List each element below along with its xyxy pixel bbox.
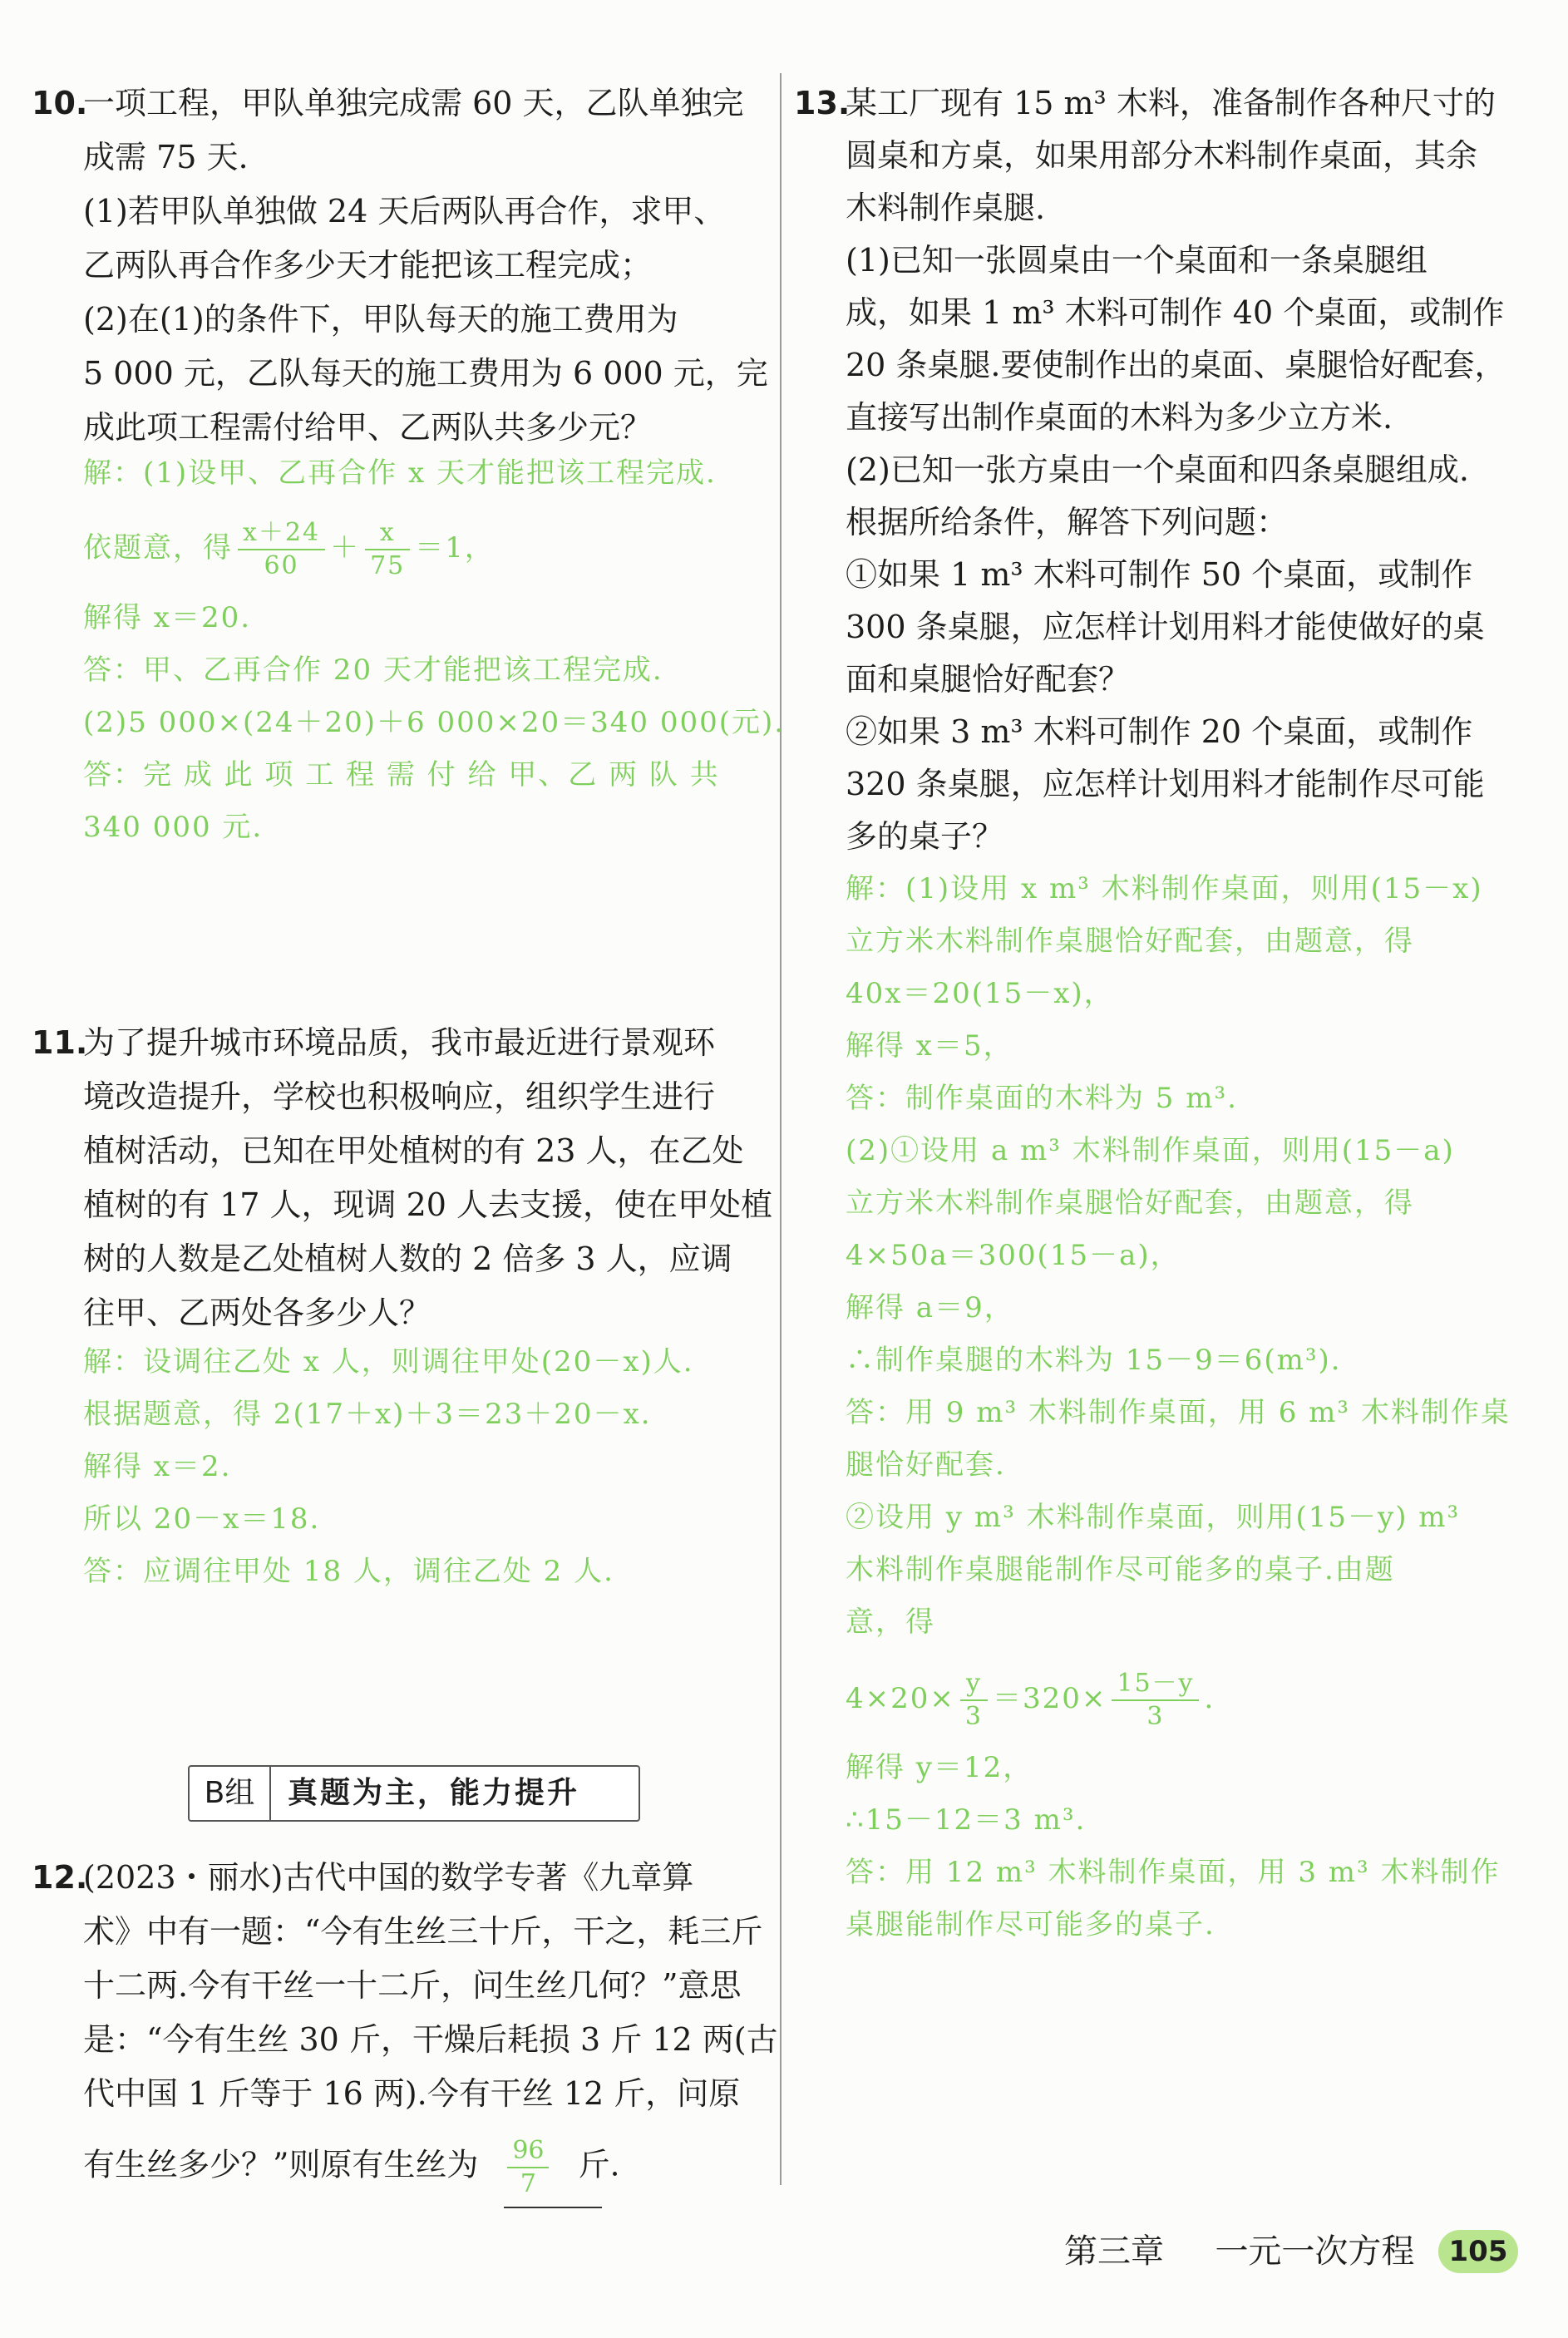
answer-line: 答：应调往甲处 18 人，调往乙处 2 人. bbox=[83, 1555, 614, 1588]
question-line: 乙两队再合作多少天才能把该工程完成； bbox=[83, 247, 653, 284]
question-last-line bbox=[83, 2135, 620, 2200]
question-line: 根据所给条件，解答下列问题： bbox=[846, 504, 1289, 540]
answer-line: 立方米木料制作桌腿恰好配套，由题意，得 bbox=[846, 925, 1414, 958]
answer-line: ②设用 y m³ 木料制作桌面，则用(15－y) m³ bbox=[846, 1501, 1461, 1534]
question-line: 是：“今有生丝 30 斤，干燥后耗损 3 斤 12 两(古 bbox=[83, 2021, 778, 2058]
question-text: 斤. bbox=[578, 2146, 620, 2183]
question-line: 某工厂现有 15 m³ 木料，准备制作各种尺寸的 bbox=[846, 85, 1496, 121]
fraction-denominator: 3 bbox=[964, 1702, 983, 1731]
chapter-label: 第三章 bbox=[1064, 2232, 1164, 2271]
question-number: 13. bbox=[794, 85, 851, 121]
fraction bbox=[365, 517, 410, 582]
column-divider bbox=[780, 73, 782, 2185]
fraction bbox=[238, 517, 325, 582]
question-line: 面和桌腿恰好配套？ bbox=[846, 661, 1131, 698]
fraction-numerator: 15－y bbox=[1112, 1668, 1199, 1701]
answer-line: 解得 y＝12， bbox=[846, 1751, 1033, 1784]
question-line: 术》中有一题：“今有生丝三十斤，干之，耗三斤 bbox=[83, 1913, 763, 1950]
group-b-header bbox=[188, 1765, 640, 1822]
question-line: 树的人数是乙处植树人数的 2 倍多 3 人，应调 bbox=[83, 1241, 732, 1277]
question-number: 10. bbox=[32, 85, 88, 121]
fraction-numerator: 96 bbox=[507, 2135, 549, 2168]
question-line: 直接写出制作桌面的木料为多少立方米. bbox=[846, 399, 1393, 436]
answer-line: ∴15－12＝3 m³. bbox=[846, 1803, 1087, 1837]
question-line: 十二两.今有干丝一十二斤，问生丝几何？”意思 bbox=[83, 1967, 742, 2004]
answer-line: 根据题意，得 2(17＋x)＋3＝23＋20－x. bbox=[83, 1398, 652, 1431]
answer-text: ＋ bbox=[330, 531, 361, 565]
question-line: 一项工程，甲队单独完成需 60 天，乙队单独完 bbox=[83, 85, 744, 121]
answer-line: 腿恰好配套. bbox=[846, 1448, 1006, 1482]
blank-underline bbox=[504, 2207, 602, 2208]
answer-text: 依题意，得 bbox=[83, 531, 233, 565]
answer-line: 4×50a＝300(15－a)， bbox=[846, 1239, 1181, 1272]
question-line: 5 000 元，乙队每天的施工费用为 6 000 元，完 bbox=[83, 355, 768, 392]
answer-equation bbox=[846, 1668, 1215, 1733]
question-line: 成，如果 1 m³ 木料可制作 40 个桌面，或制作 bbox=[846, 294, 1505, 331]
question-line: 320 条桌腿，应怎样计划用料才能制作尽可能 bbox=[846, 766, 1485, 802]
answer-text: ＝1， bbox=[415, 531, 495, 565]
question-line: (2)在(1)的条件下，甲队每天的施工费用为 bbox=[83, 301, 678, 338]
answer-blank bbox=[478, 2135, 578, 2200]
question-line: 木料制作桌腿. bbox=[846, 190, 1046, 226]
answer-line: 解得 x＝2. bbox=[83, 1450, 232, 1483]
question-line: 代中国 1 斤等于 16 两).今有干丝 12 斤，问原 bbox=[83, 2075, 741, 2112]
question-line: (1)已知一张圆桌由一个桌面和一条桌腿组 bbox=[846, 242, 1427, 279]
fraction-denominator: 60 bbox=[264, 551, 299, 580]
answer-line: 解：设调往乙处 x 人，则调往甲处(20－x)人. bbox=[83, 1345, 694, 1379]
question-line: 圆桌和方桌，如果用部分木料制作桌面，其余 bbox=[846, 137, 1478, 174]
answer-line: 所以 20－x＝18. bbox=[83, 1502, 321, 1536]
answer-text: . bbox=[1204, 1682, 1215, 1715]
answer-line: (2)5 000×(24＋20)＋6 000×20＝340 000(元). bbox=[83, 706, 786, 739]
question-line: 植树活动，已知在甲处植树的有 23 人，在乙处 bbox=[83, 1132, 744, 1169]
fraction-denominator: 7 bbox=[520, 2169, 536, 2198]
answer-line: 立方米木料制作桌腿恰好配套，由题意，得 bbox=[846, 1186, 1414, 1220]
question-line: 为了提升城市环境品质，我市最近进行景观环 bbox=[83, 1024, 716, 1061]
answer-line: ∴制作桌腿的木料为 15－9＝6(m³). bbox=[846, 1344, 1342, 1377]
question-line: ②如果 3 m³ 木料可制作 20 个桌面，或制作 bbox=[846, 713, 1473, 750]
answer-line: 木料制作桌腿能制作尽可能多的桌子.由题 bbox=[846, 1553, 1395, 1586]
fraction-numerator: x bbox=[365, 517, 410, 550]
answer-line: 答：完 成 此 项 工 程 需 付 给 甲、乙 两 队 共 bbox=[83, 758, 720, 792]
answer-equation bbox=[83, 517, 495, 582]
question-line: 植树的有 17 人，现调 20 人去支援，使在甲处植 bbox=[83, 1186, 773, 1223]
answer-line: 答：甲、乙再合作 20 天才能把该工程完成. bbox=[83, 654, 663, 687]
answer-line: 解得 x＝5， bbox=[846, 1029, 1013, 1063]
answer-line: 解：(1)设用 x m³ 木料制作桌面，则用(15－x) bbox=[846, 872, 1483, 905]
question-line: (2)已知一张方桌由一个桌面和四条桌腿组成. bbox=[846, 451, 1469, 488]
answer-line: 40x＝20(15－x)， bbox=[846, 977, 1114, 1010]
fraction-numerator: x＋24 bbox=[238, 517, 325, 550]
answer-line: 意，得 bbox=[846, 1606, 935, 1639]
question-line: 成需 75 天. bbox=[83, 139, 249, 175]
answer-line: 答：用 12 m³ 木料制作桌面，用 3 m³ 木料制作 bbox=[846, 1856, 1501, 1889]
question-line: 20 条桌腿.要使制作出的桌面、桌腿恰好配套， bbox=[846, 347, 1506, 383]
group-title: 真题为主，能力提升 bbox=[288, 1776, 580, 1810]
answer-line: 解：(1)设甲、乙再合作 x 天才能把该工程完成. bbox=[83, 456, 717, 490]
answer-line: 解得 a＝9， bbox=[846, 1291, 1014, 1324]
question-line: 300 条桌腿，应怎样计划用料才能使做好的桌 bbox=[846, 609, 1485, 645]
question-number: 12. bbox=[32, 1859, 88, 1896]
question-line: 成此项工程需付给甲、乙两队共多少元？ bbox=[83, 409, 653, 446]
question-line: (2023・丽水)古代中国的数学专著《九章算 bbox=[83, 1859, 694, 1896]
page-number: 105 bbox=[1438, 2230, 1518, 2273]
question-line: 多的桌子？ bbox=[846, 818, 1004, 855]
question-number: 11. bbox=[32, 1024, 88, 1061]
fraction-denominator: 75 bbox=[370, 551, 406, 580]
answer-text: ＝320× bbox=[992, 1682, 1107, 1715]
answer-text: 4×20× bbox=[846, 1682, 955, 1715]
fraction-denominator: 3 bbox=[1146, 1702, 1165, 1731]
answer-line: 340 000 元. bbox=[83, 811, 264, 844]
answer-line: 解得 x＝20. bbox=[83, 601, 252, 634]
fraction bbox=[960, 1668, 988, 1733]
answer-line: 桌腿能制作尽可能多的桌子. bbox=[846, 1908, 1215, 1941]
chapter-title: 一元一次方程 bbox=[1215, 2232, 1415, 2271]
page-footer bbox=[1064, 2228, 1414, 2275]
question-line: ①如果 1 m³ 木料可制作 50 个桌面，或制作 bbox=[846, 556, 1473, 593]
answer-line: 答：用 9 m³ 木料制作桌面，用 6 m³ 木料制作桌 bbox=[846, 1396, 1511, 1429]
fraction-numerator: y bbox=[960, 1668, 988, 1701]
question-line: (1)若甲队单独做 24 天后两队再合作，求甲、 bbox=[83, 193, 726, 229]
answer-line: (2)①设用 a m³ 木料制作桌面，则用(15－a) bbox=[846, 1134, 1455, 1167]
answer-line: 答：制作桌面的木料为 5 m³. bbox=[846, 1082, 1238, 1115]
question-line: 境改造提升，学校也积极响应，组织学生进行 bbox=[83, 1078, 716, 1115]
question-line: 往甲、乙两处各多少人？ bbox=[83, 1295, 431, 1331]
question-text: 有生丝多少？”则原有生丝为 bbox=[83, 2146, 479, 2183]
group-tag: B组 bbox=[190, 1767, 271, 1820]
fraction bbox=[1112, 1668, 1199, 1733]
